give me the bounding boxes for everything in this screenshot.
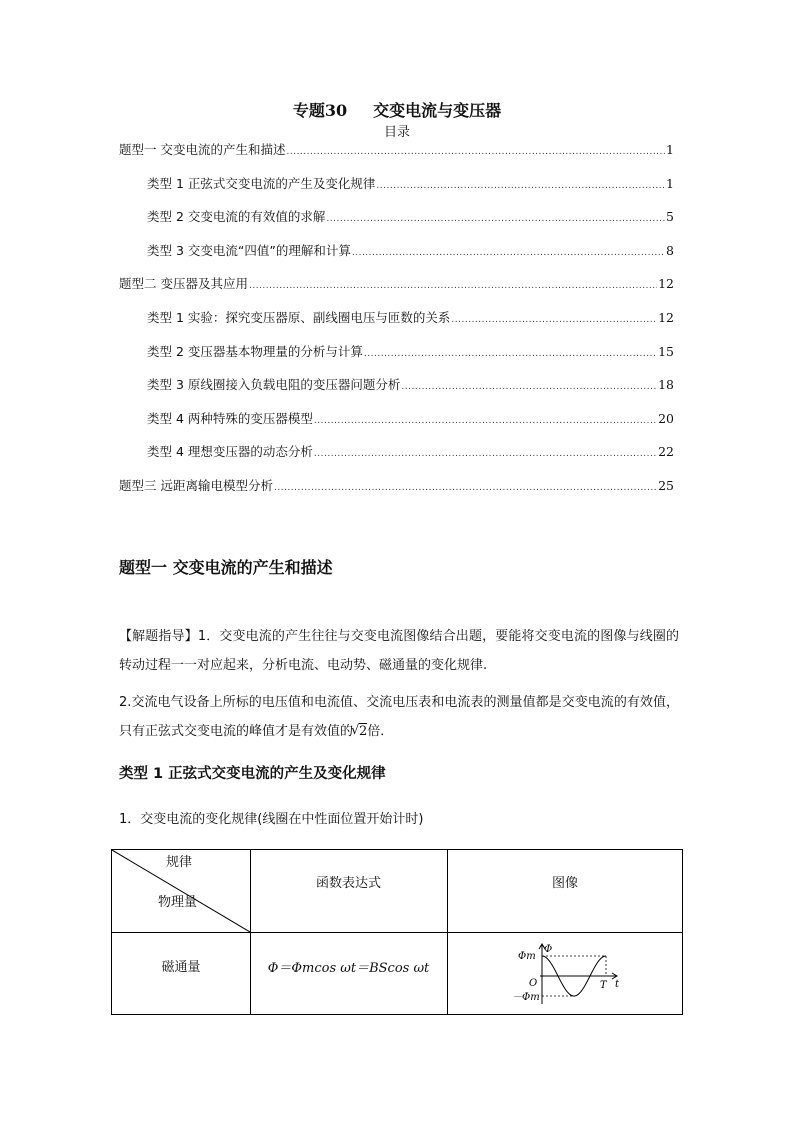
- sub-heading: 类型 1 正弦式交变电流的产生及变化规律: [119, 766, 386, 782]
- toc-leader-dots: [286, 147, 665, 157]
- header-graph: 图像: [551, 876, 578, 891]
- toc-item-page: 25: [658, 477, 674, 493]
- toc-item[interactable]: [119, 241, 674, 275]
- title-topic: 专题30: [292, 101, 348, 120]
- toc-item[interactable]: [119, 375, 674, 409]
- toc-leader-dots: [314, 416, 657, 426]
- toc-item[interactable]: [119, 207, 674, 241]
- header-formula: 函数表达式: [315, 876, 381, 891]
- toc-item-label: 类型 4 两种特殊的变压器模型: [147, 410, 313, 426]
- graph-x-label: t: [615, 979, 620, 990]
- toc-item[interactable]: [119, 274, 674, 308]
- toc-item[interactable]: [119, 174, 674, 208]
- guide-text-before: 2.交流电气设备上所标的电压值和电流值、交流电压表和电流表的测量值都是交变电流的有效值，只有正弦式交变电流的峰值才是有效值的: [119, 695, 679, 739]
- toc-item[interactable]: [119, 442, 674, 476]
- toc-item[interactable]: [119, 342, 674, 376]
- toc-leader-dots: [352, 248, 665, 258]
- toc-leader-dots: [451, 315, 657, 325]
- graph-peak-label: Φm: [518, 951, 536, 962]
- toc-item-page: 5: [666, 209, 674, 225]
- toc-leader-dots: [314, 449, 657, 459]
- row-quantity: 磁通量: [161, 960, 201, 975]
- toc-leader-dots: [364, 349, 657, 359]
- document-title: [0, 98, 794, 121]
- toc-item-label: 类型 2 变压器基本物理量的分析与计算: [147, 343, 363, 359]
- toc-heading: 目录: [383, 125, 410, 140]
- guide-paragraph-1: 【解题指导】1．交变电流的产生往往与交变电流图像结合出题，要能将交变电流的图像与线圈的转动过程一一对应起来，分析电流、电动势、磁通量的变化规律.: [119, 629, 679, 673]
- toc-item-page: 15: [658, 343, 674, 359]
- toc-item-label: 类型 3 交变电流“四值”的理解和计算: [147, 242, 351, 258]
- flux-cosine-graph: [512, 942, 622, 1008]
- toc-item-page: 22: [658, 444, 674, 460]
- toc-item[interactable]: [119, 140, 674, 174]
- toc-item[interactable]: [119, 308, 674, 342]
- toc-leader-dots: [249, 281, 657, 291]
- toc-leader-dots: [326, 214, 665, 224]
- header-quantity: 物理量: [158, 895, 198, 910]
- sqrt-radicand: 2: [359, 724, 368, 739]
- toc-item-label: 类型 1 正弦式交变电流的产生及变化规律: [147, 175, 376, 191]
- row-formula: Φ＝Φmcos ωt＝BScos ωt: [267, 961, 430, 976]
- graph-y-label: Φ: [544, 944, 553, 955]
- toc-item-page: 8: [666, 242, 674, 258]
- toc-item-label: 类型 3 原线圈接入负载电阻的变压器问题分析: [147, 377, 401, 393]
- toc-item-label: 类型 1 实验：探究变压器原、副线圈电压与匝数的关系: [147, 309, 451, 325]
- ac-law-table: [111, 849, 683, 1015]
- graph-origin-label: O: [529, 978, 538, 989]
- toc-item-page: 1: [666, 175, 674, 191]
- toc-item-page: 12: [658, 276, 674, 292]
- table-row-divider: [112, 932, 682, 933]
- toc-item[interactable]: [119, 476, 674, 510]
- toc-item-page: 12: [658, 309, 674, 325]
- toc-item-page: 1: [666, 142, 674, 157]
- toc-item-label: 题型一 交变电流的产生和描述: [119, 142, 286, 157]
- toc-item-page: 20: [658, 410, 674, 426]
- graph-period-label: T: [600, 980, 607, 991]
- graph-neg-peak-label: －Φm: [512, 992, 540, 1003]
- guide-paragraph-2: [119, 688, 679, 746]
- table-of-contents: [119, 140, 674, 510]
- title-name: 交变电流与变压器: [373, 101, 502, 120]
- toc-item[interactable]: [119, 409, 674, 443]
- toc-item-label: 类型 2 交变电流的有效值的求解: [147, 209, 326, 225]
- guide-text-after: 倍．: [367, 724, 394, 739]
- header-rule: 规律: [166, 855, 193, 870]
- toc-leader-dots: [376, 181, 665, 191]
- sub-paragraph: 1．交变电流的变化规律(线圈在中性面位置开始计时): [119, 812, 424, 827]
- toc-item-label: 类型 4 理想变压器的动态分析: [147, 444, 313, 460]
- toc-item-label: 题型二 变压器及其应用: [119, 276, 248, 292]
- toc-leader-dots: [401, 382, 657, 392]
- toc-item-page: 18: [658, 377, 674, 393]
- toc-item-label: 题型三 远距离输电模型分析: [119, 477, 273, 493]
- sqrt-symbol: [353, 717, 367, 746]
- toc-leader-dots: [274, 483, 657, 493]
- section-heading: 题型一 交变电流的产生和描述: [119, 558, 333, 577]
